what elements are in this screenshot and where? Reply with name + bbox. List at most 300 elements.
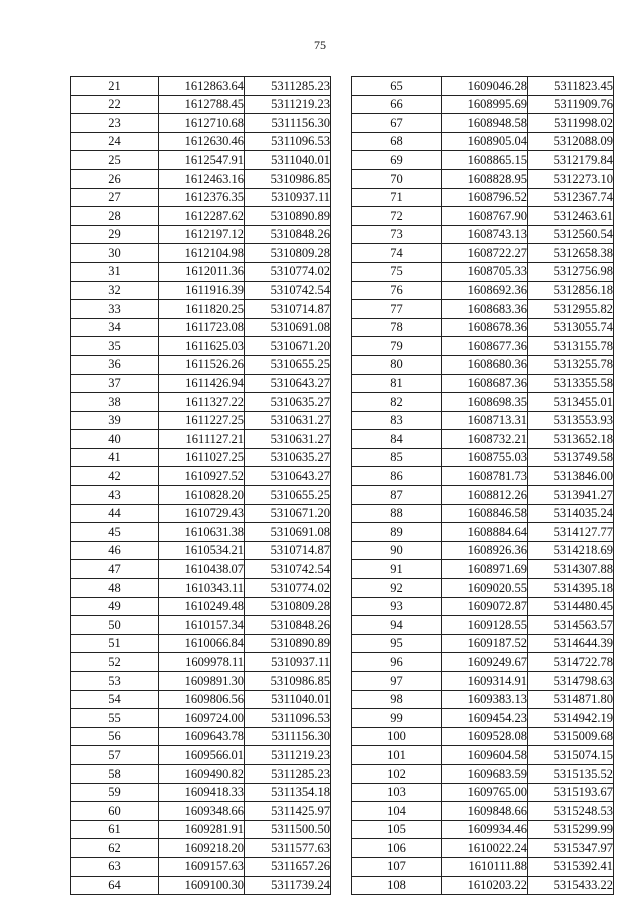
point-number-cell: 89 <box>352 523 442 542</box>
table-row <box>352 169 614 188</box>
x-coordinate-cell: 1612863.64 <box>159 77 245 96</box>
point-number-cell: 107 <box>352 857 442 876</box>
point-number-cell: 97 <box>352 672 442 691</box>
table-row <box>71 207 331 226</box>
point-number-cell: 47 <box>71 560 159 579</box>
point-number-cell: 48 <box>71 579 159 598</box>
x-coordinate-cell: 1612710.68 <box>159 114 245 133</box>
point-number-cell: 27 <box>71 188 159 207</box>
y-coordinate-cell: 5311219.23 <box>245 95 331 114</box>
point-number-cell: 90 <box>352 541 442 560</box>
point-number-cell: 37 <box>71 374 159 393</box>
table-row <box>352 318 614 337</box>
table-row <box>352 448 614 467</box>
y-coordinate-cell: 5314035.24 <box>528 504 614 523</box>
x-coordinate-cell: 1608884.64 <box>442 523 528 542</box>
y-coordinate-cell: 5311040.01 <box>245 690 331 709</box>
x-coordinate-cell: 1608926.36 <box>442 541 528 560</box>
y-coordinate-cell: 5310937.11 <box>245 653 331 672</box>
point-number-cell: 59 <box>71 783 159 802</box>
y-coordinate-cell: 5311425.97 <box>245 802 331 821</box>
y-coordinate-cell: 5310986.85 <box>245 169 331 188</box>
point-number-cell: 65 <box>352 77 442 96</box>
y-coordinate-cell: 5310655.25 <box>245 355 331 374</box>
point-number-cell: 76 <box>352 281 442 300</box>
x-coordinate-cell: 1609528.08 <box>442 727 528 746</box>
point-number-cell: 22 <box>71 95 159 114</box>
table-row <box>352 262 614 281</box>
x-coordinate-cell: 1609020.55 <box>442 579 528 598</box>
x-coordinate-cell: 1609765.00 <box>442 783 528 802</box>
y-coordinate-cell: 5314218.69 <box>528 541 614 560</box>
point-number-cell: 45 <box>71 523 159 542</box>
y-coordinate-cell: 5314644.39 <box>528 634 614 653</box>
y-coordinate-cell: 5314871.80 <box>528 690 614 709</box>
x-coordinate-cell: 1608743.13 <box>442 225 528 244</box>
point-number-cell: 64 <box>71 876 159 895</box>
y-coordinate-cell: 5311657.26 <box>245 857 331 876</box>
y-coordinate-cell: 5310890.89 <box>245 207 331 226</box>
y-coordinate-cell: 5312955.82 <box>528 300 614 319</box>
y-coordinate-cell: 5310848.26 <box>245 616 331 635</box>
x-coordinate-cell: 1610828.20 <box>159 486 245 505</box>
y-coordinate-cell: 5313941.27 <box>528 486 614 505</box>
point-number-cell: 54 <box>71 690 159 709</box>
x-coordinate-cell: 1610022.24 <box>442 839 528 858</box>
point-number-cell: 93 <box>352 597 442 616</box>
point-number-cell: 43 <box>71 486 159 505</box>
y-coordinate-cell: 5315074.15 <box>528 746 614 765</box>
y-coordinate-cell: 5311354.18 <box>245 783 331 802</box>
x-coordinate-cell: 1608846.58 <box>442 504 528 523</box>
y-coordinate-cell: 5314307.88 <box>528 560 614 579</box>
point-number-cell: 103 <box>352 783 442 802</box>
y-coordinate-cell: 5313553.93 <box>528 411 614 430</box>
table-row <box>71 486 331 505</box>
point-number-cell: 55 <box>71 709 159 728</box>
table-row <box>352 857 614 876</box>
table-row <box>71 727 331 746</box>
y-coordinate-cell: 5310809.28 <box>245 244 331 263</box>
y-coordinate-cell: 5310691.08 <box>245 523 331 542</box>
x-coordinate-cell: 1610729.43 <box>159 504 245 523</box>
point-number-cell: 72 <box>352 207 442 226</box>
point-number-cell: 39 <box>71 411 159 430</box>
point-number-cell: 25 <box>71 151 159 170</box>
point-number-cell: 30 <box>71 244 159 263</box>
y-coordinate-cell: 5310714.87 <box>245 541 331 560</box>
y-coordinate-cell: 5310691.08 <box>245 318 331 337</box>
x-coordinate-cell: 1612630.46 <box>159 132 245 151</box>
point-number-cell: 62 <box>71 839 159 858</box>
y-coordinate-cell: 5311823.45 <box>528 77 614 96</box>
table-row <box>352 467 614 486</box>
x-coordinate-cell: 1609806.56 <box>159 690 245 709</box>
y-coordinate-cell: 5312463.61 <box>528 207 614 226</box>
point-number-cell: 106 <box>352 839 442 858</box>
table-row <box>352 783 614 802</box>
table-row <box>71 746 331 765</box>
x-coordinate-cell: 1609128.55 <box>442 616 528 635</box>
y-coordinate-cell: 5310631.27 <box>245 430 331 449</box>
y-coordinate-cell: 5310714.87 <box>245 300 331 319</box>
y-coordinate-cell: 5310635.27 <box>245 448 331 467</box>
point-number-cell: 84 <box>352 430 442 449</box>
x-coordinate-cell: 1610534.21 <box>159 541 245 560</box>
point-number-cell: 53 <box>71 672 159 691</box>
point-number-cell: 86 <box>352 467 442 486</box>
point-number-cell: 74 <box>352 244 442 263</box>
point-number-cell: 31 <box>71 262 159 281</box>
x-coordinate-cell: 1608713.31 <box>442 411 528 430</box>
point-number-cell: 29 <box>71 225 159 244</box>
x-coordinate-cell: 1611820.25 <box>159 300 245 319</box>
point-number-cell: 69 <box>352 151 442 170</box>
x-coordinate-cell: 1608828.95 <box>442 169 528 188</box>
table-row <box>71 374 331 393</box>
table-row <box>352 151 614 170</box>
point-number-cell: 52 <box>71 653 159 672</box>
y-coordinate-cell: 5311739.24 <box>245 876 331 895</box>
table-row <box>352 709 614 728</box>
x-coordinate-cell: 1609848.66 <box>442 802 528 821</box>
point-number-cell: 57 <box>71 746 159 765</box>
y-coordinate-cell: 5310655.25 <box>245 486 331 505</box>
point-number-cell: 71 <box>352 188 442 207</box>
y-coordinate-cell: 5310809.28 <box>245 597 331 616</box>
table-row <box>71 114 331 133</box>
y-coordinate-cell: 5312367.74 <box>528 188 614 207</box>
table-row <box>71 764 331 783</box>
y-coordinate-cell: 5314942.19 <box>528 709 614 728</box>
x-coordinate-cell: 1611327.22 <box>159 393 245 412</box>
point-number-cell: 32 <box>71 281 159 300</box>
point-number-cell: 28 <box>71 207 159 226</box>
page-number: 75 <box>314 38 326 52</box>
x-coordinate-cell: 1610157.34 <box>159 616 245 635</box>
table-row <box>352 764 614 783</box>
point-number-cell: 88 <box>352 504 442 523</box>
x-coordinate-cell: 1608705.33 <box>442 262 528 281</box>
point-number-cell: 108 <box>352 876 442 895</box>
table-row <box>352 876 614 895</box>
point-number-cell: 51 <box>71 634 159 653</box>
table-row <box>352 77 614 96</box>
point-number-cell: 66 <box>352 95 442 114</box>
x-coordinate-cell: 1609046.28 <box>442 77 528 96</box>
y-coordinate-cell: 5314395.18 <box>528 579 614 598</box>
table-row <box>352 95 614 114</box>
y-coordinate-cell: 5312088.09 <box>528 132 614 151</box>
x-coordinate-cell: 1609314.91 <box>442 672 528 691</box>
table-row <box>71 300 331 319</box>
y-coordinate-cell: 5314127.77 <box>528 523 614 542</box>
y-coordinate-cell: 5315392.41 <box>528 857 614 876</box>
y-coordinate-cell: 5314798.63 <box>528 672 614 691</box>
y-coordinate-cell: 5315193.67 <box>528 783 614 802</box>
point-number-cell: 26 <box>71 169 159 188</box>
point-number-cell: 102 <box>352 764 442 783</box>
y-coordinate-cell: 5312273.10 <box>528 169 614 188</box>
table-row <box>71 783 331 802</box>
table-row <box>71 132 331 151</box>
y-coordinate-cell: 5312179.84 <box>528 151 614 170</box>
table-row <box>352 634 614 653</box>
table-row <box>71 151 331 170</box>
x-coordinate-cell: 1608948.58 <box>442 114 528 133</box>
x-coordinate-cell: 1608781.73 <box>442 467 528 486</box>
y-coordinate-cell: 5310671.20 <box>245 504 331 523</box>
y-coordinate-cell: 5311285.23 <box>245 77 331 96</box>
y-coordinate-cell: 5314722.78 <box>528 653 614 672</box>
y-coordinate-cell: 5311285.23 <box>245 764 331 783</box>
table-row <box>71 448 331 467</box>
y-coordinate-cell: 5310742.54 <box>245 281 331 300</box>
x-coordinate-cell: 1609724.00 <box>159 709 245 728</box>
table-row <box>71 579 331 598</box>
table-row <box>71 411 331 430</box>
table-row <box>71 504 331 523</box>
point-number-cell: 63 <box>71 857 159 876</box>
point-number-cell: 82 <box>352 393 442 412</box>
y-coordinate-cell: 5311096.53 <box>245 132 331 151</box>
x-coordinate-cell: 1611127.21 <box>159 430 245 449</box>
point-number-cell: 46 <box>71 541 159 560</box>
x-coordinate-cell: 1609281.91 <box>159 820 245 839</box>
x-coordinate-cell: 1610438.07 <box>159 560 245 579</box>
y-coordinate-cell: 5313155.78 <box>528 337 614 356</box>
y-coordinate-cell: 5315248.53 <box>528 802 614 821</box>
y-coordinate-cell: 5310848.26 <box>245 225 331 244</box>
point-number-cell: 100 <box>352 727 442 746</box>
table-row <box>352 802 614 821</box>
table-row <box>352 355 614 374</box>
y-coordinate-cell: 5311577.63 <box>245 839 331 858</box>
table-row <box>71 857 331 876</box>
y-coordinate-cell: 5311219.23 <box>245 746 331 765</box>
table-row <box>71 188 331 207</box>
point-number-cell: 87 <box>352 486 442 505</box>
y-coordinate-cell: 5311156.30 <box>245 114 331 133</box>
point-number-cell: 49 <box>71 597 159 616</box>
x-coordinate-cell: 1608687.36 <box>442 374 528 393</box>
table-row <box>352 188 614 207</box>
x-coordinate-cell: 1612011.36 <box>159 262 245 281</box>
y-coordinate-cell: 5313652.18 <box>528 430 614 449</box>
table-row <box>352 430 614 449</box>
point-number-cell: 40 <box>71 430 159 449</box>
point-number-cell: 105 <box>352 820 442 839</box>
x-coordinate-cell: 1609490.82 <box>159 764 245 783</box>
x-coordinate-cell: 1611625.03 <box>159 337 245 356</box>
table-row <box>352 244 614 263</box>
point-number-cell: 99 <box>352 709 442 728</box>
y-coordinate-cell: 5312658.38 <box>528 244 614 263</box>
table-row <box>71 839 331 858</box>
table-row <box>352 393 614 412</box>
point-number-cell: 41 <box>71 448 159 467</box>
y-coordinate-cell: 5312856.18 <box>528 281 614 300</box>
x-coordinate-cell: 1608680.36 <box>442 355 528 374</box>
point-number-cell: 23 <box>71 114 159 133</box>
y-coordinate-cell: 5312756.98 <box>528 262 614 281</box>
point-number-cell: 67 <box>352 114 442 133</box>
y-coordinate-cell: 5310635.27 <box>245 393 331 412</box>
x-coordinate-cell: 1609566.01 <box>159 746 245 765</box>
y-coordinate-cell: 5311909.76 <box>528 95 614 114</box>
x-coordinate-cell: 1609454.23 <box>442 709 528 728</box>
x-coordinate-cell: 1608732.21 <box>442 430 528 449</box>
table-row <box>352 541 614 560</box>
table-row <box>352 114 614 133</box>
x-coordinate-cell: 1608692.36 <box>442 281 528 300</box>
y-coordinate-cell: 5310937.11 <box>245 188 331 207</box>
table-row <box>352 225 614 244</box>
point-number-cell: 73 <box>352 225 442 244</box>
x-coordinate-cell: 1612376.35 <box>159 188 245 207</box>
table-row <box>71 281 331 300</box>
y-coordinate-cell: 5310671.20 <box>245 337 331 356</box>
y-coordinate-cell: 5313355.58 <box>528 374 614 393</box>
x-coordinate-cell: 1610343.11 <box>159 579 245 598</box>
y-coordinate-cell: 5315347.97 <box>528 839 614 858</box>
y-coordinate-cell: 5310631.27 <box>245 411 331 430</box>
x-coordinate-cell: 1608995.69 <box>442 95 528 114</box>
table-row <box>71 337 331 356</box>
x-coordinate-cell: 1608677.36 <box>442 337 528 356</box>
y-coordinate-cell: 5313055.74 <box>528 318 614 337</box>
table-row <box>352 374 614 393</box>
x-coordinate-cell: 1611027.25 <box>159 448 245 467</box>
y-coordinate-cell: 5311040.01 <box>245 151 331 170</box>
x-coordinate-cell: 1608755.03 <box>442 448 528 467</box>
x-coordinate-cell: 1611723.08 <box>159 318 245 337</box>
table-row <box>352 300 614 319</box>
point-number-cell: 95 <box>352 634 442 653</box>
table-row <box>352 690 614 709</box>
table-row <box>352 820 614 839</box>
point-number-cell: 50 <box>71 616 159 635</box>
point-number-cell: 33 <box>71 300 159 319</box>
table-row <box>71 597 331 616</box>
x-coordinate-cell: 1611227.25 <box>159 411 245 430</box>
x-coordinate-cell: 1612547.91 <box>159 151 245 170</box>
x-coordinate-cell: 1610111.88 <box>442 857 528 876</box>
x-coordinate-cell: 1612287.62 <box>159 207 245 226</box>
x-coordinate-cell: 1609383.13 <box>442 690 528 709</box>
point-number-cell: 35 <box>71 337 159 356</box>
table-row <box>352 616 614 635</box>
x-coordinate-cell: 1608683.36 <box>442 300 528 319</box>
table-row <box>71 634 331 653</box>
x-coordinate-cell: 1608905.04 <box>442 132 528 151</box>
x-coordinate-cell: 1608971.69 <box>442 560 528 579</box>
x-coordinate-cell: 1610066.84 <box>159 634 245 653</box>
x-coordinate-cell: 1608796.52 <box>442 188 528 207</box>
x-coordinate-cell: 1611426.94 <box>159 374 245 393</box>
point-number-cell: 96 <box>352 653 442 672</box>
x-coordinate-cell: 1610927.52 <box>159 467 245 486</box>
y-coordinate-cell: 5312560.54 <box>528 225 614 244</box>
x-coordinate-cell: 1612197.12 <box>159 225 245 244</box>
y-coordinate-cell: 5313255.78 <box>528 355 614 374</box>
table-row <box>352 597 614 616</box>
point-number-cell: 34 <box>71 318 159 337</box>
y-coordinate-cell: 5310643.27 <box>245 467 331 486</box>
x-coordinate-cell: 1611916.39 <box>159 281 245 300</box>
x-coordinate-cell: 1609934.46 <box>442 820 528 839</box>
table-row <box>71 653 331 672</box>
table-row <box>71 690 331 709</box>
point-number-cell: 79 <box>352 337 442 356</box>
x-coordinate-cell: 1609643.78 <box>159 727 245 746</box>
x-coordinate-cell: 1612788.45 <box>159 95 245 114</box>
point-number-cell: 81 <box>352 374 442 393</box>
point-number-cell: 68 <box>352 132 442 151</box>
table-row <box>71 225 331 244</box>
x-coordinate-cell: 1609683.59 <box>442 764 528 783</box>
y-coordinate-cell: 5310643.27 <box>245 374 331 393</box>
table-row <box>71 318 331 337</box>
y-coordinate-cell: 5313846.00 <box>528 467 614 486</box>
y-coordinate-cell: 5313455.01 <box>528 393 614 412</box>
table-row <box>352 523 614 542</box>
x-coordinate-cell: 1612104.98 <box>159 244 245 263</box>
table-row <box>352 746 614 765</box>
table-row <box>352 207 614 226</box>
table-row <box>352 504 614 523</box>
table-row <box>71 802 331 821</box>
table-row <box>71 709 331 728</box>
table-row <box>71 262 331 281</box>
coordinates-table-right <box>351 76 614 895</box>
y-coordinate-cell: 5310774.02 <box>245 579 331 598</box>
point-number-cell: 78 <box>352 318 442 337</box>
x-coordinate-cell: 1609072.87 <box>442 597 528 616</box>
table-row <box>71 820 331 839</box>
x-coordinate-cell: 1609249.67 <box>442 653 528 672</box>
table-row <box>352 337 614 356</box>
point-number-cell: 44 <box>71 504 159 523</box>
point-number-cell: 61 <box>71 820 159 839</box>
y-coordinate-cell: 5313749.58 <box>528 448 614 467</box>
point-number-cell: 80 <box>352 355 442 374</box>
point-number-cell: 104 <box>352 802 442 821</box>
x-coordinate-cell: 1609100.30 <box>159 876 245 895</box>
point-number-cell: 91 <box>352 560 442 579</box>
point-number-cell: 101 <box>352 746 442 765</box>
x-coordinate-cell: 1610249.48 <box>159 597 245 616</box>
table-row <box>71 541 331 560</box>
table-row <box>71 876 331 895</box>
point-number-cell: 92 <box>352 579 442 598</box>
x-coordinate-cell: 1609218.20 <box>159 839 245 858</box>
point-number-cell: 98 <box>352 690 442 709</box>
y-coordinate-cell: 5310742.54 <box>245 560 331 579</box>
point-number-cell: 75 <box>352 262 442 281</box>
y-coordinate-cell: 5314563.57 <box>528 616 614 635</box>
y-coordinate-cell: 5310986.85 <box>245 672 331 691</box>
point-number-cell: 60 <box>71 802 159 821</box>
point-number-cell: 38 <box>71 393 159 412</box>
y-coordinate-cell: 5311998.02 <box>528 114 614 133</box>
table-row <box>352 672 614 691</box>
table-row <box>71 169 331 188</box>
table-row <box>352 560 614 579</box>
x-coordinate-cell: 1612463.16 <box>159 169 245 188</box>
point-number-cell: 58 <box>71 764 159 783</box>
x-coordinate-cell: 1608698.35 <box>442 393 528 412</box>
